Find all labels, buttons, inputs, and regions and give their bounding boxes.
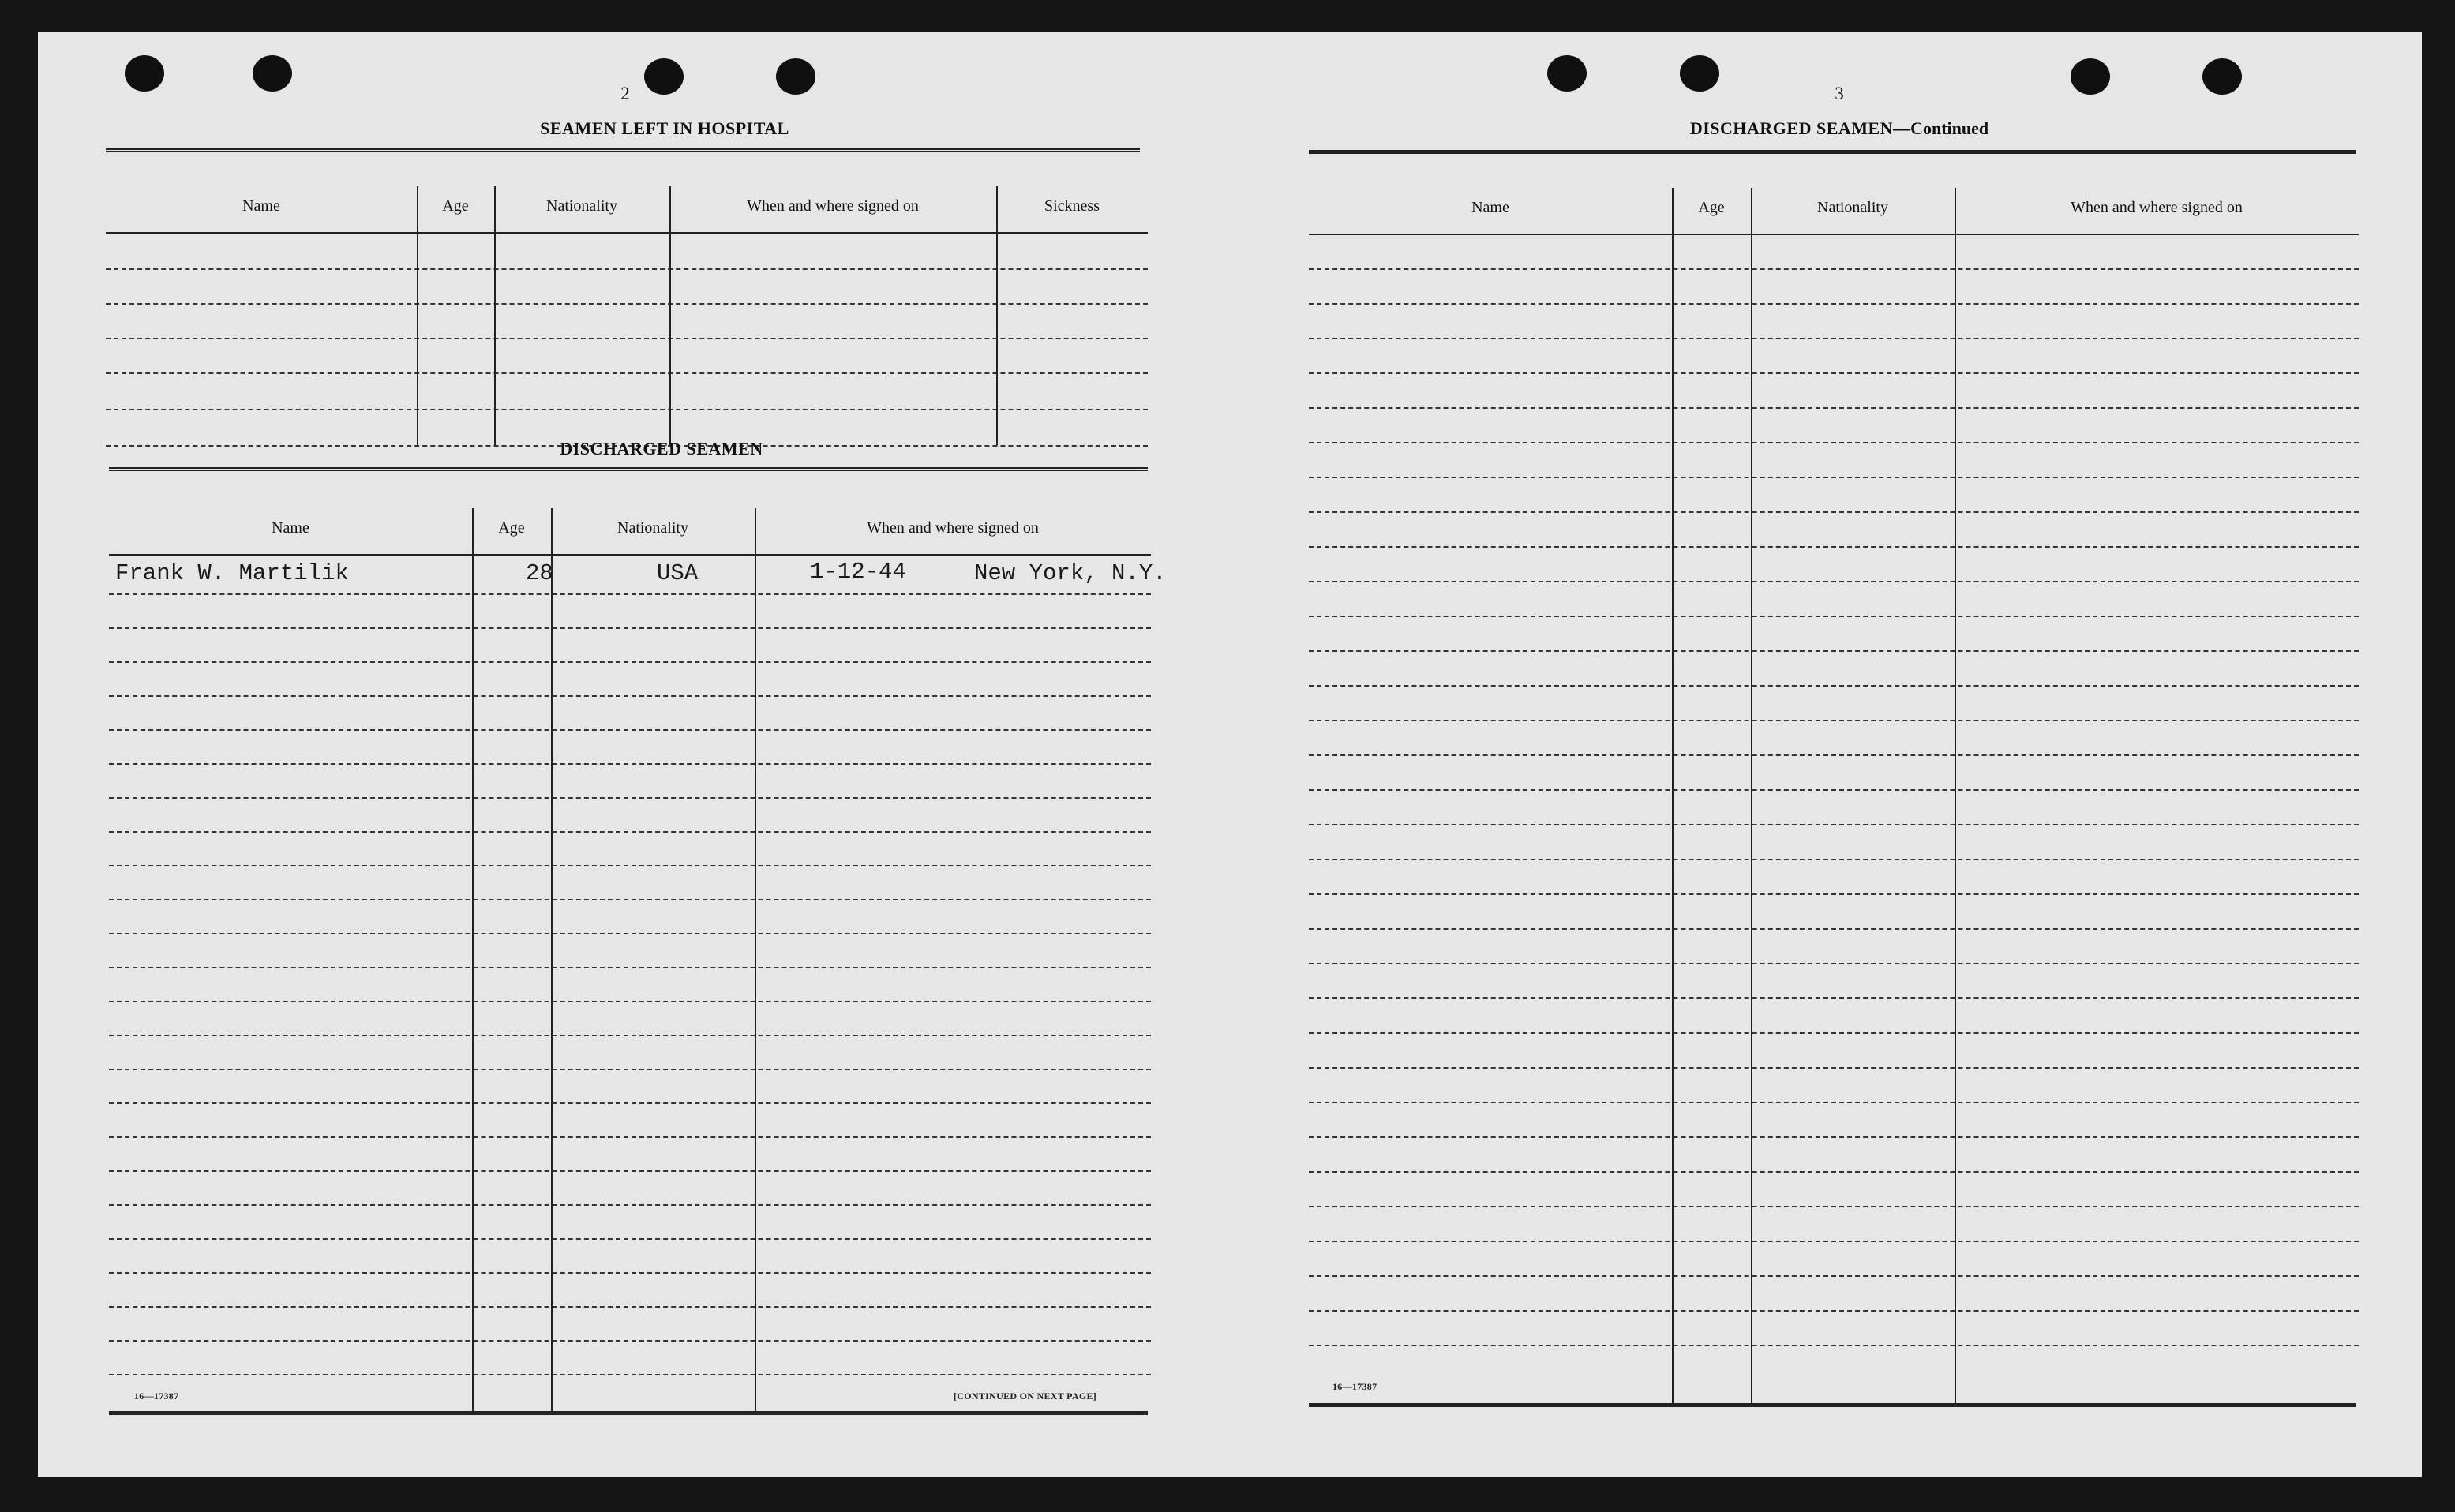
seaman-name: Frank W. Martilik xyxy=(115,560,349,586)
discharged-col-name: Name xyxy=(272,519,309,537)
hospital-table xyxy=(106,148,1148,451)
punch-hole xyxy=(776,58,815,95)
discharged-table-right xyxy=(1309,150,2359,1413)
punch-hole xyxy=(2202,58,2242,95)
punch-hole xyxy=(125,55,164,92)
form-number-left: 16—17387 xyxy=(134,1390,179,1402)
right-col-name: Name xyxy=(1471,199,1509,216)
punch-hole xyxy=(1680,55,1719,92)
right-section-title xyxy=(1595,118,2084,139)
discharged-col-signed-on: When and where signed on xyxy=(867,519,1039,537)
seaman-nationality: USA xyxy=(657,560,699,586)
right-col-age: Age xyxy=(1698,199,1725,216)
hospital-col-age: Age xyxy=(442,197,469,215)
hospital-col-signed-on: When and where signed on xyxy=(747,197,919,215)
right-col-signed-on: When and where signed on xyxy=(2071,199,2243,216)
page-number-right: 3 xyxy=(1835,84,1844,103)
right-title-suffix: —Continued xyxy=(1893,118,1989,138)
discharged-section-title: DISCHARGED SEAMEN xyxy=(560,439,763,458)
punch-hole xyxy=(1547,55,1587,92)
discharged-col-nationality: Nationality xyxy=(617,519,688,537)
seaman-signed-place: New York, N.Y. xyxy=(974,560,1167,586)
right-col-nationality: Nationality xyxy=(1817,199,1888,216)
hospital-col-sickness: Sickness xyxy=(1044,197,1100,215)
hospital-col-name: Name xyxy=(242,197,280,215)
page-number-left: 2 xyxy=(620,84,630,103)
punch-hole xyxy=(2071,58,2110,95)
right-title-main: DISCHARGED SEAMEN xyxy=(1689,118,1894,138)
seaman-age: 28 xyxy=(526,560,553,586)
seaman-signed-date: 1-12-44 xyxy=(810,559,906,585)
hospital-section-title: SEAMEN LEFT IN HOSPITAL xyxy=(540,118,789,138)
form-number-right: 16—17387 xyxy=(1332,1381,1377,1392)
hospital-col-nationality: Nationality xyxy=(546,197,617,215)
continued-note: [CONTINUED ON NEXT PAGE] xyxy=(954,1390,1097,1402)
ledger-sheet xyxy=(38,32,2422,1477)
punch-hole xyxy=(644,58,684,95)
punch-hole xyxy=(253,55,292,92)
discharged-table-left xyxy=(109,467,1167,1430)
discharged-col-age: Age xyxy=(498,519,525,537)
